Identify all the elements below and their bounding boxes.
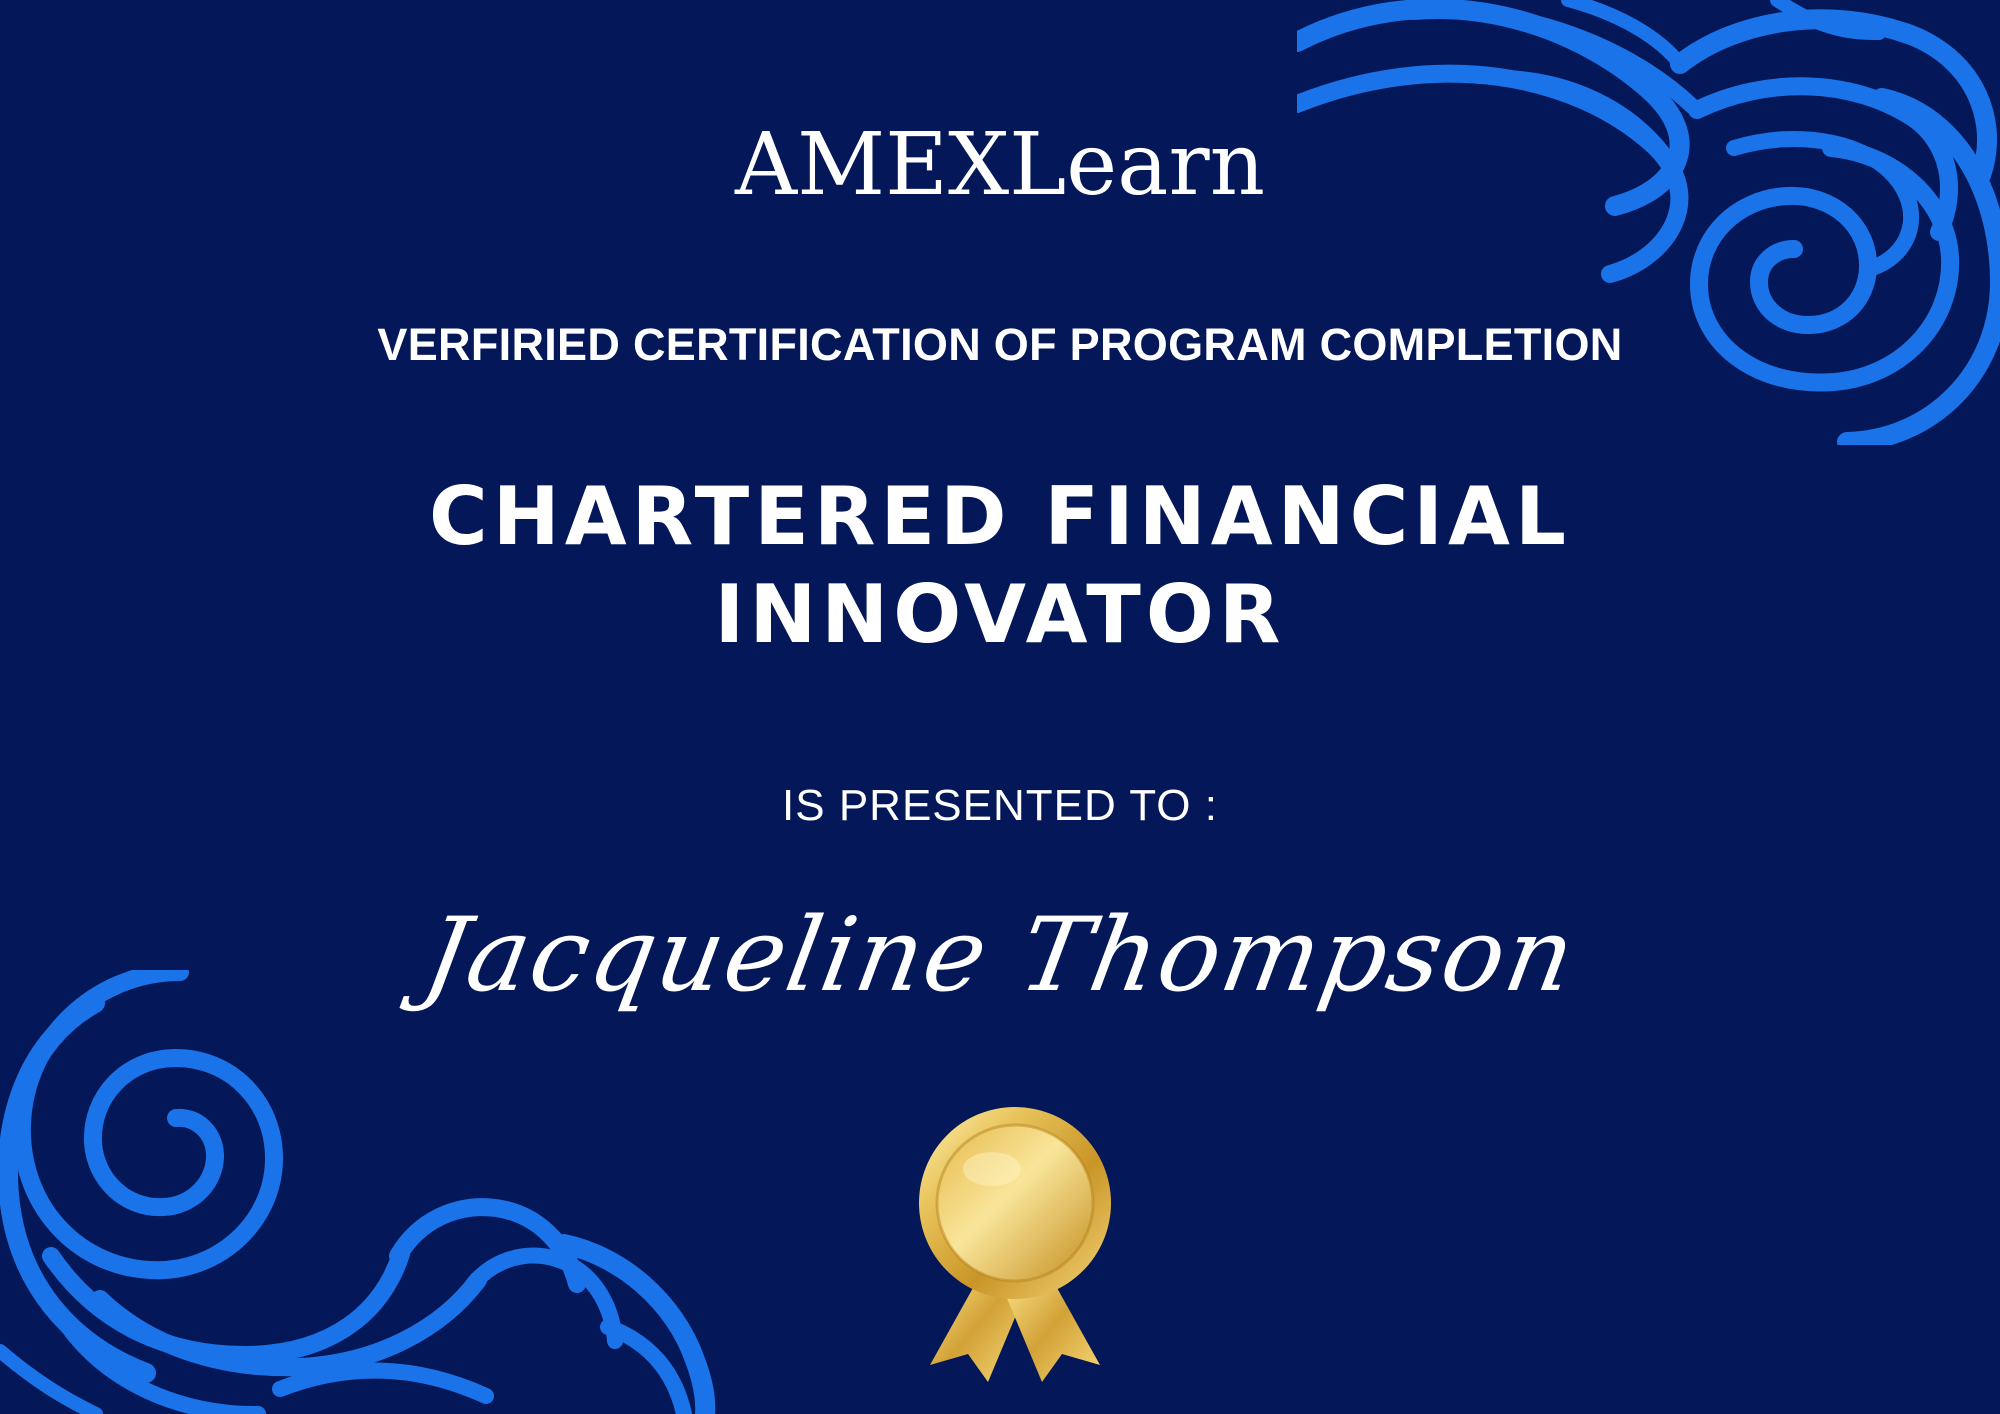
certificate-subtitle: VERFIRIED CERTIFICATION OF PROGRAM COMPLETION [377,319,1623,370]
certificate-title [0,468,2000,663]
bottom-left-swirl-ornament-icon [0,970,726,1414]
brand-logo-text: AMEXLearn [735,115,1265,215]
certificate-title-line-2: INNOVATOR [714,567,1286,661]
top-right-swirl-ornament-icon [1297,0,2000,445]
gold-medal-icon [910,1106,1120,1382]
presented-to-label: IS PRESENTED TO : [782,781,1218,830]
recipient-name: Jacqueline Thompson [415,896,1585,1015]
certificate-title-line-1: CHARTERED FINANCIAL [429,470,1571,563]
